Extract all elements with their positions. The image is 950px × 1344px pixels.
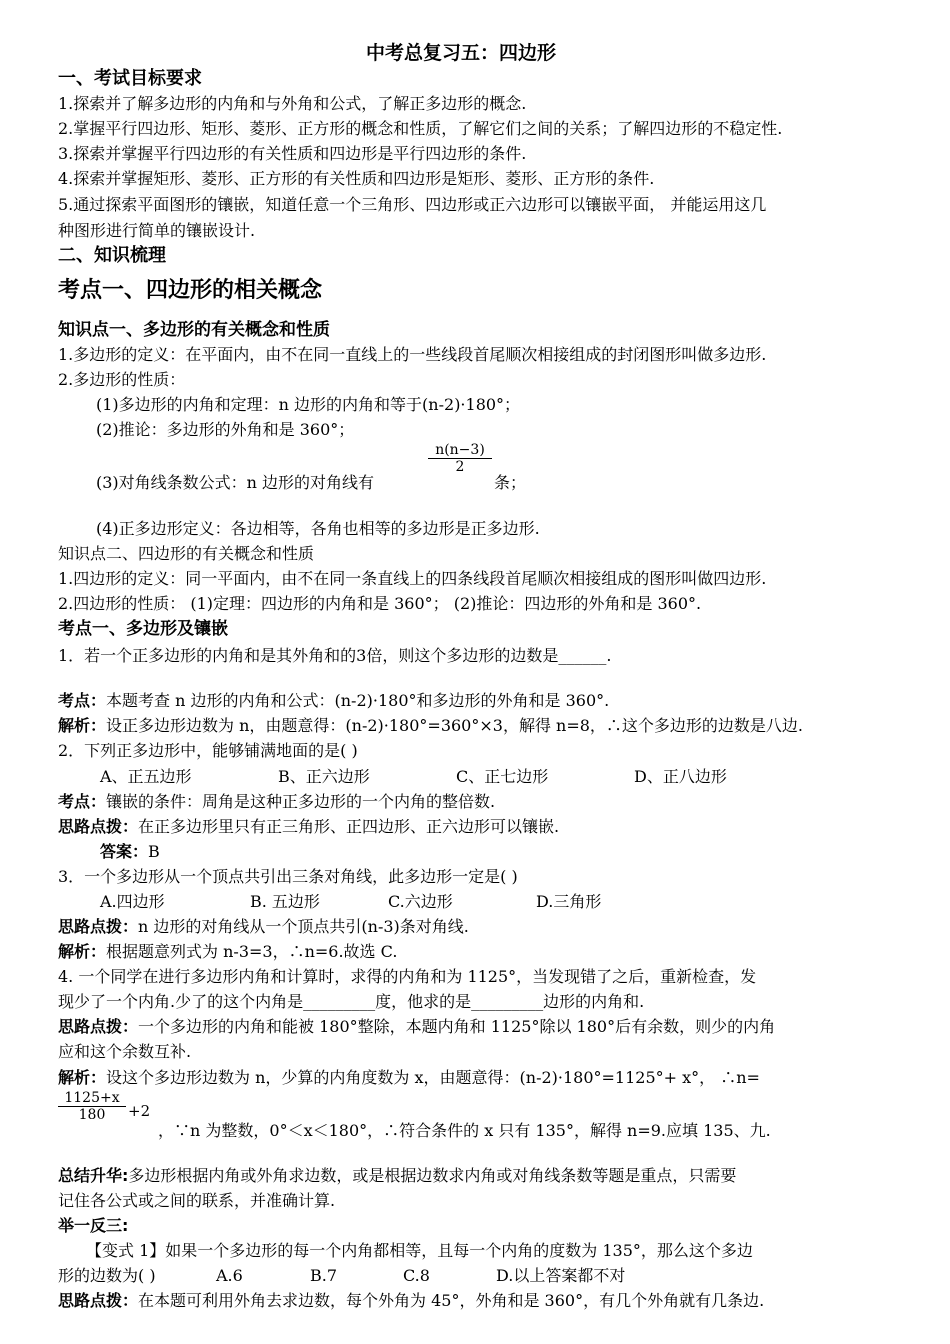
summary-line2: 记住各公式或之间的联系，并准确计算. [58, 1191, 336, 1210]
q2-kaodian [58, 791, 495, 813]
text: 根据题意列式为 n-3=3，∴n=6.故选 C. [106, 942, 398, 961]
variant-1-line2: 形的边数为( ) [58, 1266, 156, 1285]
goal-item: 3.探索并掌握平行四边形的有关性质和四边形是平行四边形的条件. [58, 144, 527, 163]
q3-option: D.三角形 [536, 892, 602, 911]
q4-hint-line2: 应和这个余数互补. [58, 1042, 192, 1061]
variant-option: C.8 [403, 1266, 430, 1285]
question-3: 3．一个多边形从一个顶点共引出三条对角线，此多边形一定是( ) [58, 867, 518, 886]
fraction-numerator: 1125+x [58, 1090, 126, 1107]
variant-1-line1: 【变式 1】如果一个多边形的每一个内角都相等，且每一个内角的度数为 135°，那么这个多边 [86, 1241, 753, 1260]
fraction-denominator: 2 [455, 459, 465, 475]
question-4-line1: 4. 一个同学在进行多边形内角和计算时，求得的内角和为 1125°，当发现错了之后，重新检查，发 [58, 967, 757, 986]
diagonal-formula-fraction [428, 442, 492, 475]
zhishidian-2-heading: 知识点二、四边形的有关概念和性质 [58, 544, 315, 563]
q3-option: C.六边形 [388, 892, 453, 911]
text: 多边形根据内角或外角求边数，或是根据边数求内角或对角线条数等题是重点，只需要 [128, 1166, 737, 1185]
polygon-definition: 1.多边形的定义：在平面内，由不在同一直线上的一些线段首尾顺次相接组成的封闭图形叫做多边形. [58, 345, 767, 364]
q3-option: A.四边形 [100, 892, 165, 911]
fraction-numerator: n(n−3) [428, 442, 492, 459]
question-1: 1．若一个正多边形的内角和是其外角和的3倍，则这个多边形的边数是______. [58, 646, 612, 665]
question-2: 2．下列正多边形中，能够铺满地面的是( ) [58, 741, 358, 760]
text: n 边形的对角线从一个顶点共引(n-3)条对角线. [138, 917, 469, 936]
q2-option: D、正八边形 [634, 767, 727, 786]
property-2: (2)推论：多边形的外角和是 360°； [96, 420, 355, 439]
summary-line1 [58, 1165, 736, 1187]
variant-option: A.6 [216, 1266, 243, 1285]
q3-option: B. 五边形 [250, 892, 320, 911]
q2-hint [58, 816, 559, 838]
text: 在正多边形里只有正三角形、正四边形、正六边形可以镶嵌. [138, 817, 560, 836]
question-4-line2: 现少了一个内角.少了的这个内角是_________度，他求的是_________边形的内角和. [58, 992, 645, 1011]
label: 考点： [58, 792, 107, 811]
quadrilateral-definition: 1.四边形的定义：同一平面内，由不在同一条直线上的四条线段首尾顺次相接组成的图形叫做四边形. [58, 569, 767, 588]
fraction-denominator: 180 [78, 1107, 106, 1123]
q4-fraction [58, 1090, 126, 1123]
q2-option: A、正五边形 [100, 767, 192, 786]
label: 思路点拨： [58, 817, 139, 836]
q3-analysis [58, 941, 397, 963]
label: 总结升华: [58, 1166, 129, 1185]
property-3-tail: 条； [494, 473, 527, 492]
property-4: (4)正多边形定义：各边相等，各角也相等的多边形是正多边形. [96, 519, 540, 538]
label: 解析： [58, 942, 107, 961]
kaodian-polygon-tessellation: 考点一、多边形及镶嵌 [58, 619, 228, 639]
q4-analysis-line1 [58, 1067, 760, 1089]
property-1: (1)多边形的内角和定理：n 边形的内角和等于(n-2)·180°； [96, 395, 521, 414]
label: 解析： [58, 1068, 107, 1087]
variant-hint [58, 1290, 764, 1312]
text: 本题考查 n 边形的内角和公式：(n-2)·180°和多边形的外角和是 360°. [106, 691, 610, 710]
text: 设这个多边形边数为 n，少算的内角度数为 x，由题意得：(n-2)·180°=1125°+ x°， ∴n= [106, 1068, 760, 1087]
goal-item: 5.通过探索平面图形的镶嵌，知道任意一个三角形、四边形或正六边形可以镶嵌平面， 并能运用这几 [58, 195, 767, 214]
label: 解析： [58, 716, 107, 735]
zhishidian-heading: 知识点一、多边形的有关概念和性质 [58, 320, 330, 340]
q1-kaodian [58, 690, 609, 712]
text: 一个多边形的内角和能被 180°整除，本题内角和 1125°除以 180°后有余数，则少的内角 [138, 1017, 776, 1036]
polygon-properties: 2.多边形的性质： [58, 370, 186, 389]
q4-analysis-line2: ，∵n 为整数，0°＜x＜180°，∴符合条件的 x 只有 135°，解得 n=9.应填 135、九. [158, 1121, 771, 1140]
variant-option: B.7 [310, 1266, 338, 1285]
label: 答案： [100, 842, 149, 861]
label: 思路点拨： [58, 1291, 139, 1310]
q4-fraction-plus: +2 [128, 1102, 151, 1120]
kaodian-heading: 考点一、四边形的相关概念 [58, 278, 323, 303]
q4-hint-line1 [58, 1016, 775, 1038]
goal-item: 种图形进行简单的镶嵌设计. [58, 221, 256, 240]
text: 镶嵌的条件：周角是这种正多边形的一个内角的整倍数. [106, 792, 496, 811]
q2-option: C、正七边形 [456, 767, 549, 786]
goal-item: 4.探索并掌握矩形、菱形、正方形的有关性质和四边形是矩形、菱形、正方形的条件. [58, 169, 655, 188]
section-heading-knowledge: 二、知识梳理 [58, 245, 166, 266]
text: 在本题可利用外角去求边数，每个外角为 45°，外角和是 360°，有几个外角就有几条边. [138, 1291, 765, 1310]
goal-item: 2.掌握平行四边形、矩形、菱形、正方形的概念和性质，了解它们之间的关系；了解四边形的不稳定性. [58, 119, 783, 138]
text: 设正多边形边数为 n，由题意得：(n-2)·180°=360°×3，解得 n=8，∴这个多边形的边数是八边. [106, 716, 804, 735]
q3-hint [58, 916, 469, 938]
property-3-text: (3)对角线条数公式：n 边形的对角线有 [96, 473, 375, 492]
page-title: 中考总复习五：四边形 [366, 42, 557, 64]
label: 思路点拨： [58, 917, 139, 936]
q1-analysis [58, 715, 803, 737]
quadrilateral-properties: 2.四边形的性质： (1)定理：四边形的内角和是 360°； (2)推论：四边形的外角和是 360°. [58, 594, 702, 613]
jyfs-heading: 举一反三: [58, 1216, 129, 1235]
text: B [148, 842, 160, 861]
label: 考点： [58, 691, 107, 710]
q2-answer [100, 841, 160, 863]
section-heading-goals: 一、考试目标要求 [58, 68, 202, 89]
q2-option: B、正六边形 [278, 767, 370, 786]
label: 思路点拨： [58, 1017, 139, 1036]
variant-option: D.以上答案都不对 [496, 1266, 626, 1285]
goal-item: 1.探索并了解多边形的内角和与外角和公式，了解正多边形的概念. [58, 94, 527, 113]
